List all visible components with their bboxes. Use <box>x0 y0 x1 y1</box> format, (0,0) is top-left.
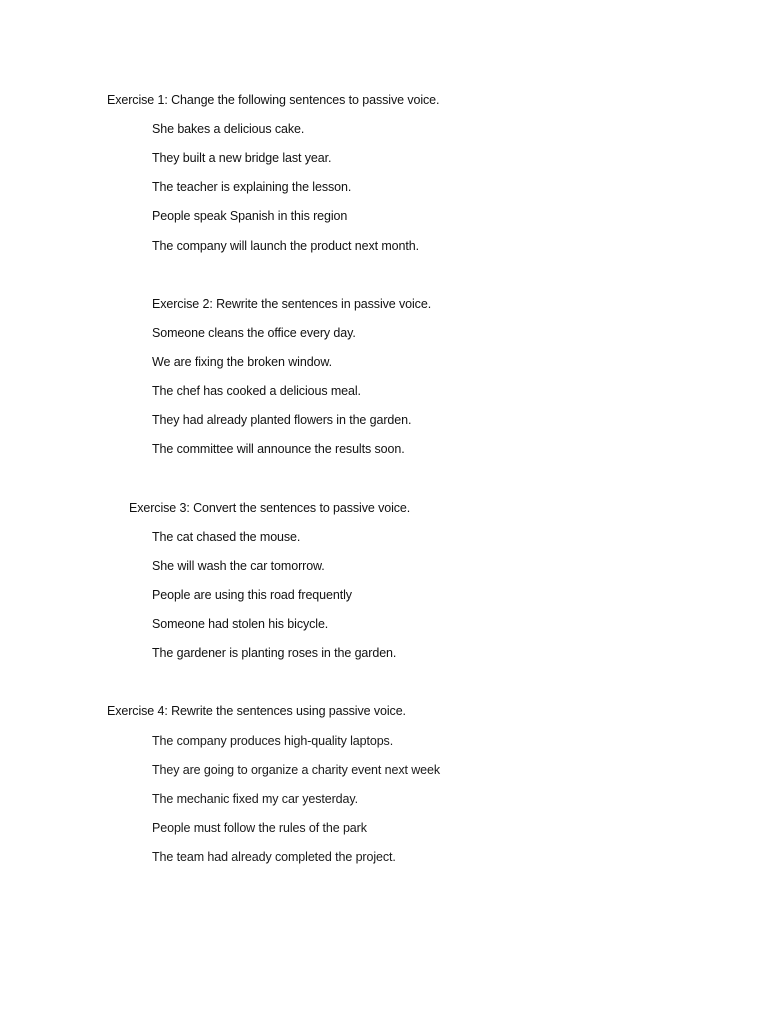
item-text: They are going to organize a charity event next week <box>152 763 441 777</box>
item-text: The cat chased the mouse. <box>152 530 301 544</box>
item-text: We are fixing the broken window. <box>152 355 333 369</box>
item-text: The company will launch the product next month. <box>152 239 419 253</box>
item-text: The team had already completed the project. <box>152 850 396 864</box>
item-text: People are using this road frequently <box>152 588 352 602</box>
exercise-2-heading: Exercise 2: Rewrite the sentences in passive voice. <box>152 297 432 311</box>
item-text: She will wash the car tomorrow. <box>152 559 325 573</box>
item-text: The company produces high-quality laptops. <box>152 734 394 748</box>
item-text: They had already planted flowers in the garden. <box>152 413 412 427</box>
exercise-3-heading: Exercise 3: Convert the sentences to passive voice. <box>129 501 411 515</box>
item-text: People must follow the rules of the park <box>152 821 367 835</box>
item-text: Someone cleans the office every day. <box>152 326 356 340</box>
exercise-1-heading: Exercise 1: Change the following sentences to passive voice. <box>107 93 440 107</box>
item-text: The teacher is explaining the lesson. <box>152 180 352 194</box>
item-text: The mechanic fixed my car yesterday. <box>152 792 358 806</box>
item-text: The committee will announce the results soon. <box>152 442 405 456</box>
item-text: Someone had stolen his bicycle. <box>152 617 329 631</box>
item-text: The chef has cooked a delicious meal. <box>152 384 361 398</box>
item-text: The gardener is planting roses in the garden. <box>152 646 397 660</box>
item-text: People speak Spanish in this region <box>152 209 348 223</box>
item-text: She bakes a delicious cake. <box>152 122 305 136</box>
item-text: They built a new bridge last year. <box>152 151 332 165</box>
exercise-4-heading: Exercise 4: Rewrite the sentences using passive voice. <box>107 704 406 718</box>
